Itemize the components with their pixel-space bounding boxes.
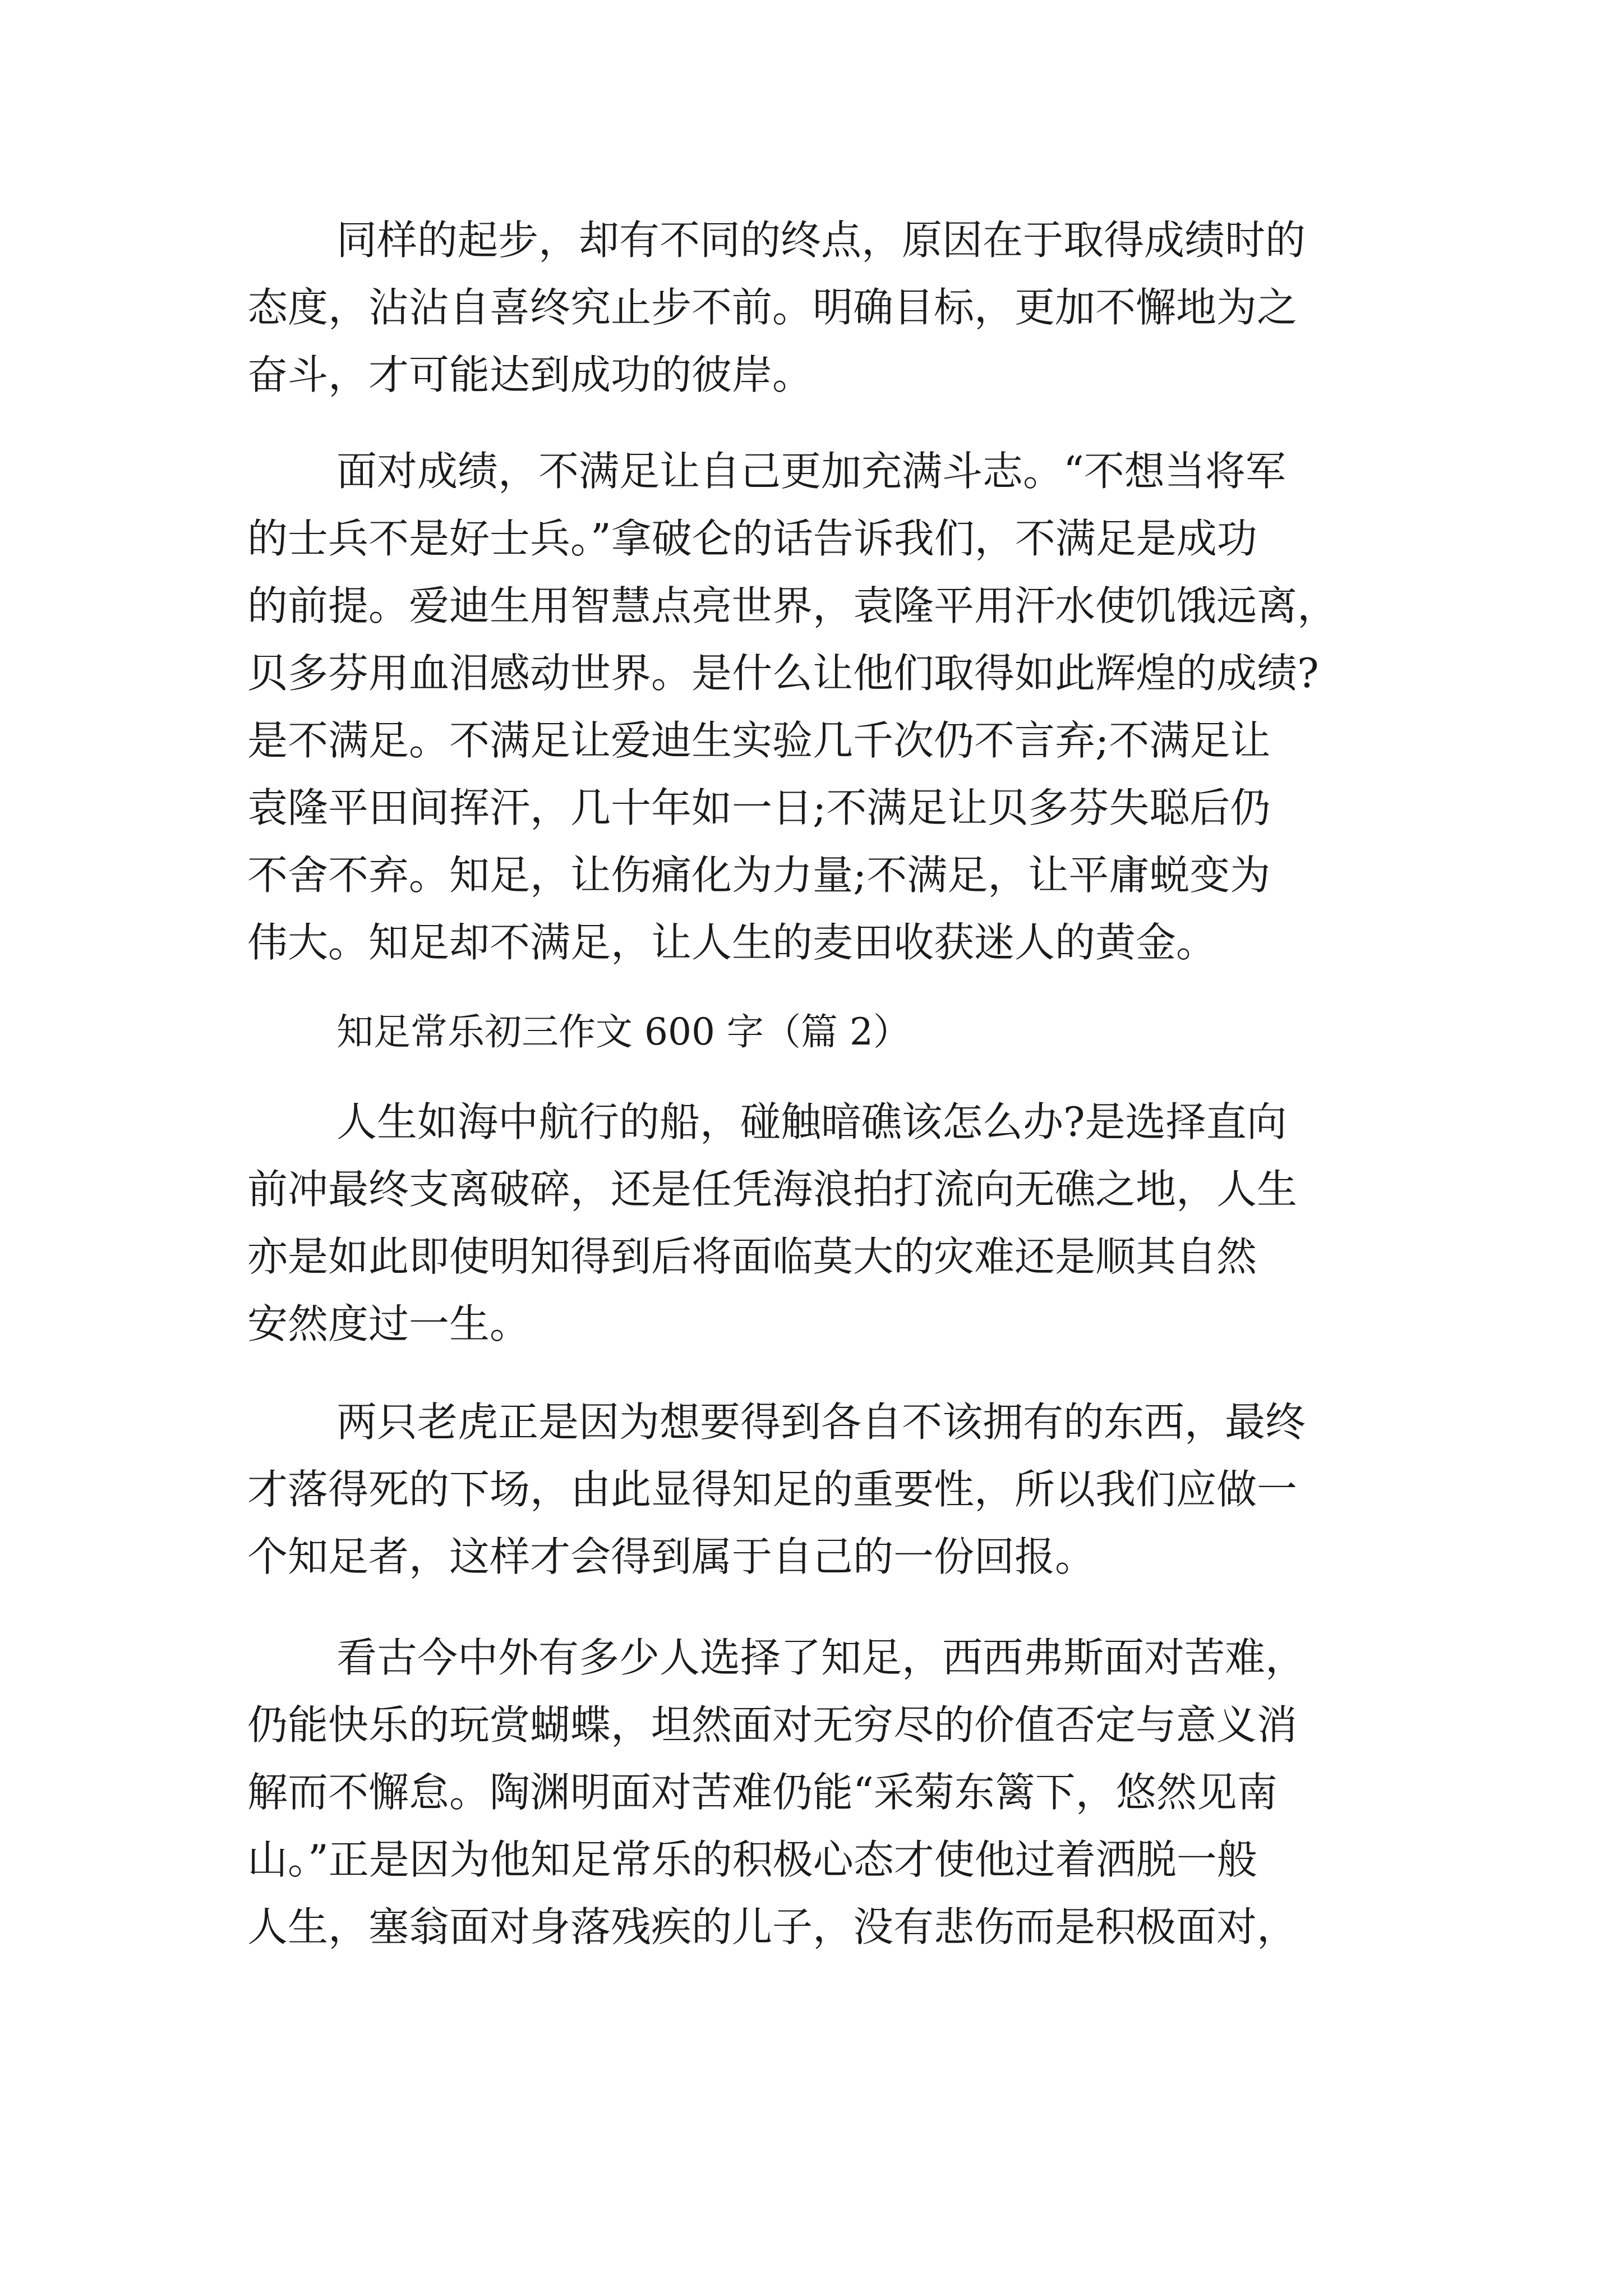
paragraph-2-line-3: 的前提。爱迪生用智慧点亮世界，袁隆平用汗水使饥饿远离， (247, 582, 1338, 629)
paragraph-3-line-3: 亦是如此即使明知得到后将面临莫大的灾难还是顺其自然 (247, 1233, 1257, 1280)
paragraph-2-line-2: 的士兵不是好士兵。”拿破仑的话告诉我们，不满足是成功 (247, 515, 1257, 562)
paragraph-3-line-1: 人生如海中航行的船，碰触暗礁该怎么办?是选择直向 (336, 1098, 1287, 1145)
paragraph-2-line-4: 贝多芬用血泪感动世界。是什么让他们取得如此辉煌的成绩? (247, 650, 1319, 697)
paragraph-5-line-2: 仍能快乐的玩赏蝴蝶，坦然面对无穷尽的价值否定与意义消 (247, 1701, 1298, 1749)
section-heading: 知足常乐初三作文 600 字（篇 2） (336, 1010, 910, 1053)
paragraph-5-line-5: 人生，塞翁面对身落残疾的儿子，没有悲伤而是积极面对， (247, 1903, 1298, 1950)
paragraph-2-line-1: 面对成绩，不满足让自己更加充满斗志。“不想当将军 (336, 448, 1286, 495)
paragraph-3-line-4: 安然度过一生。 (247, 1300, 531, 1347)
paragraph-4-line-3: 个知足者，这样才会得到属于自己的一份回报。 (247, 1533, 1096, 1580)
paragraph-5-line-3: 解而不懈怠。陶渊明面对苦难仍能“采菊东篱下，悠然见南 (247, 1769, 1278, 1816)
paragraph-1-line-3: 奋斗，才可能达到成功的彼岸。 (247, 351, 813, 398)
paragraph-3-line-2: 前冲最终支离破碎，还是任凭海浪拍打流向无礁之地，人生 (247, 1166, 1298, 1213)
paragraph-4-line-2: 才落得死的下场，由此显得知足的重要性，所以我们应做一 (247, 1466, 1298, 1513)
paragraph-5-line-1: 看古今中外有多少人选择了知足，西西弗斯面对苦难， (336, 1634, 1306, 1681)
paragraph-4-line-1: 两只老虎正是因为想要得到各自不该拥有的东西，最终 (336, 1398, 1306, 1446)
paragraph-1-line-1: 同样的起步，却有不同的终点，原因在于取得成绩时的 (336, 217, 1306, 264)
paragraph-2-line-6: 袁隆平田间挥汗，几十年如一日;不满足让贝多芬失聪后仍 (247, 784, 1271, 831)
paragraph-2-line-5: 是不满足。不满足让爱迪生实验几千次仍不言弃;不满足让 (247, 717, 1271, 764)
paragraph-5-line-4: 山。”正是因为他知足常乐的积极心态才使他过着洒脱一般 (247, 1836, 1257, 1883)
paragraph-2-line-8: 伟大。知足却不满足，让人生的麦田收获迷人的黄金。 (247, 919, 1217, 966)
paragraph-1-line-2: 态度，沾沾自喜终究止步不前。明确目标，更加不懈地为之 (247, 284, 1298, 331)
paragraph-2-line-7: 不舍不弃。知足，让伤痛化为力量;不满足，让平庸蜕变为 (247, 852, 1271, 899)
